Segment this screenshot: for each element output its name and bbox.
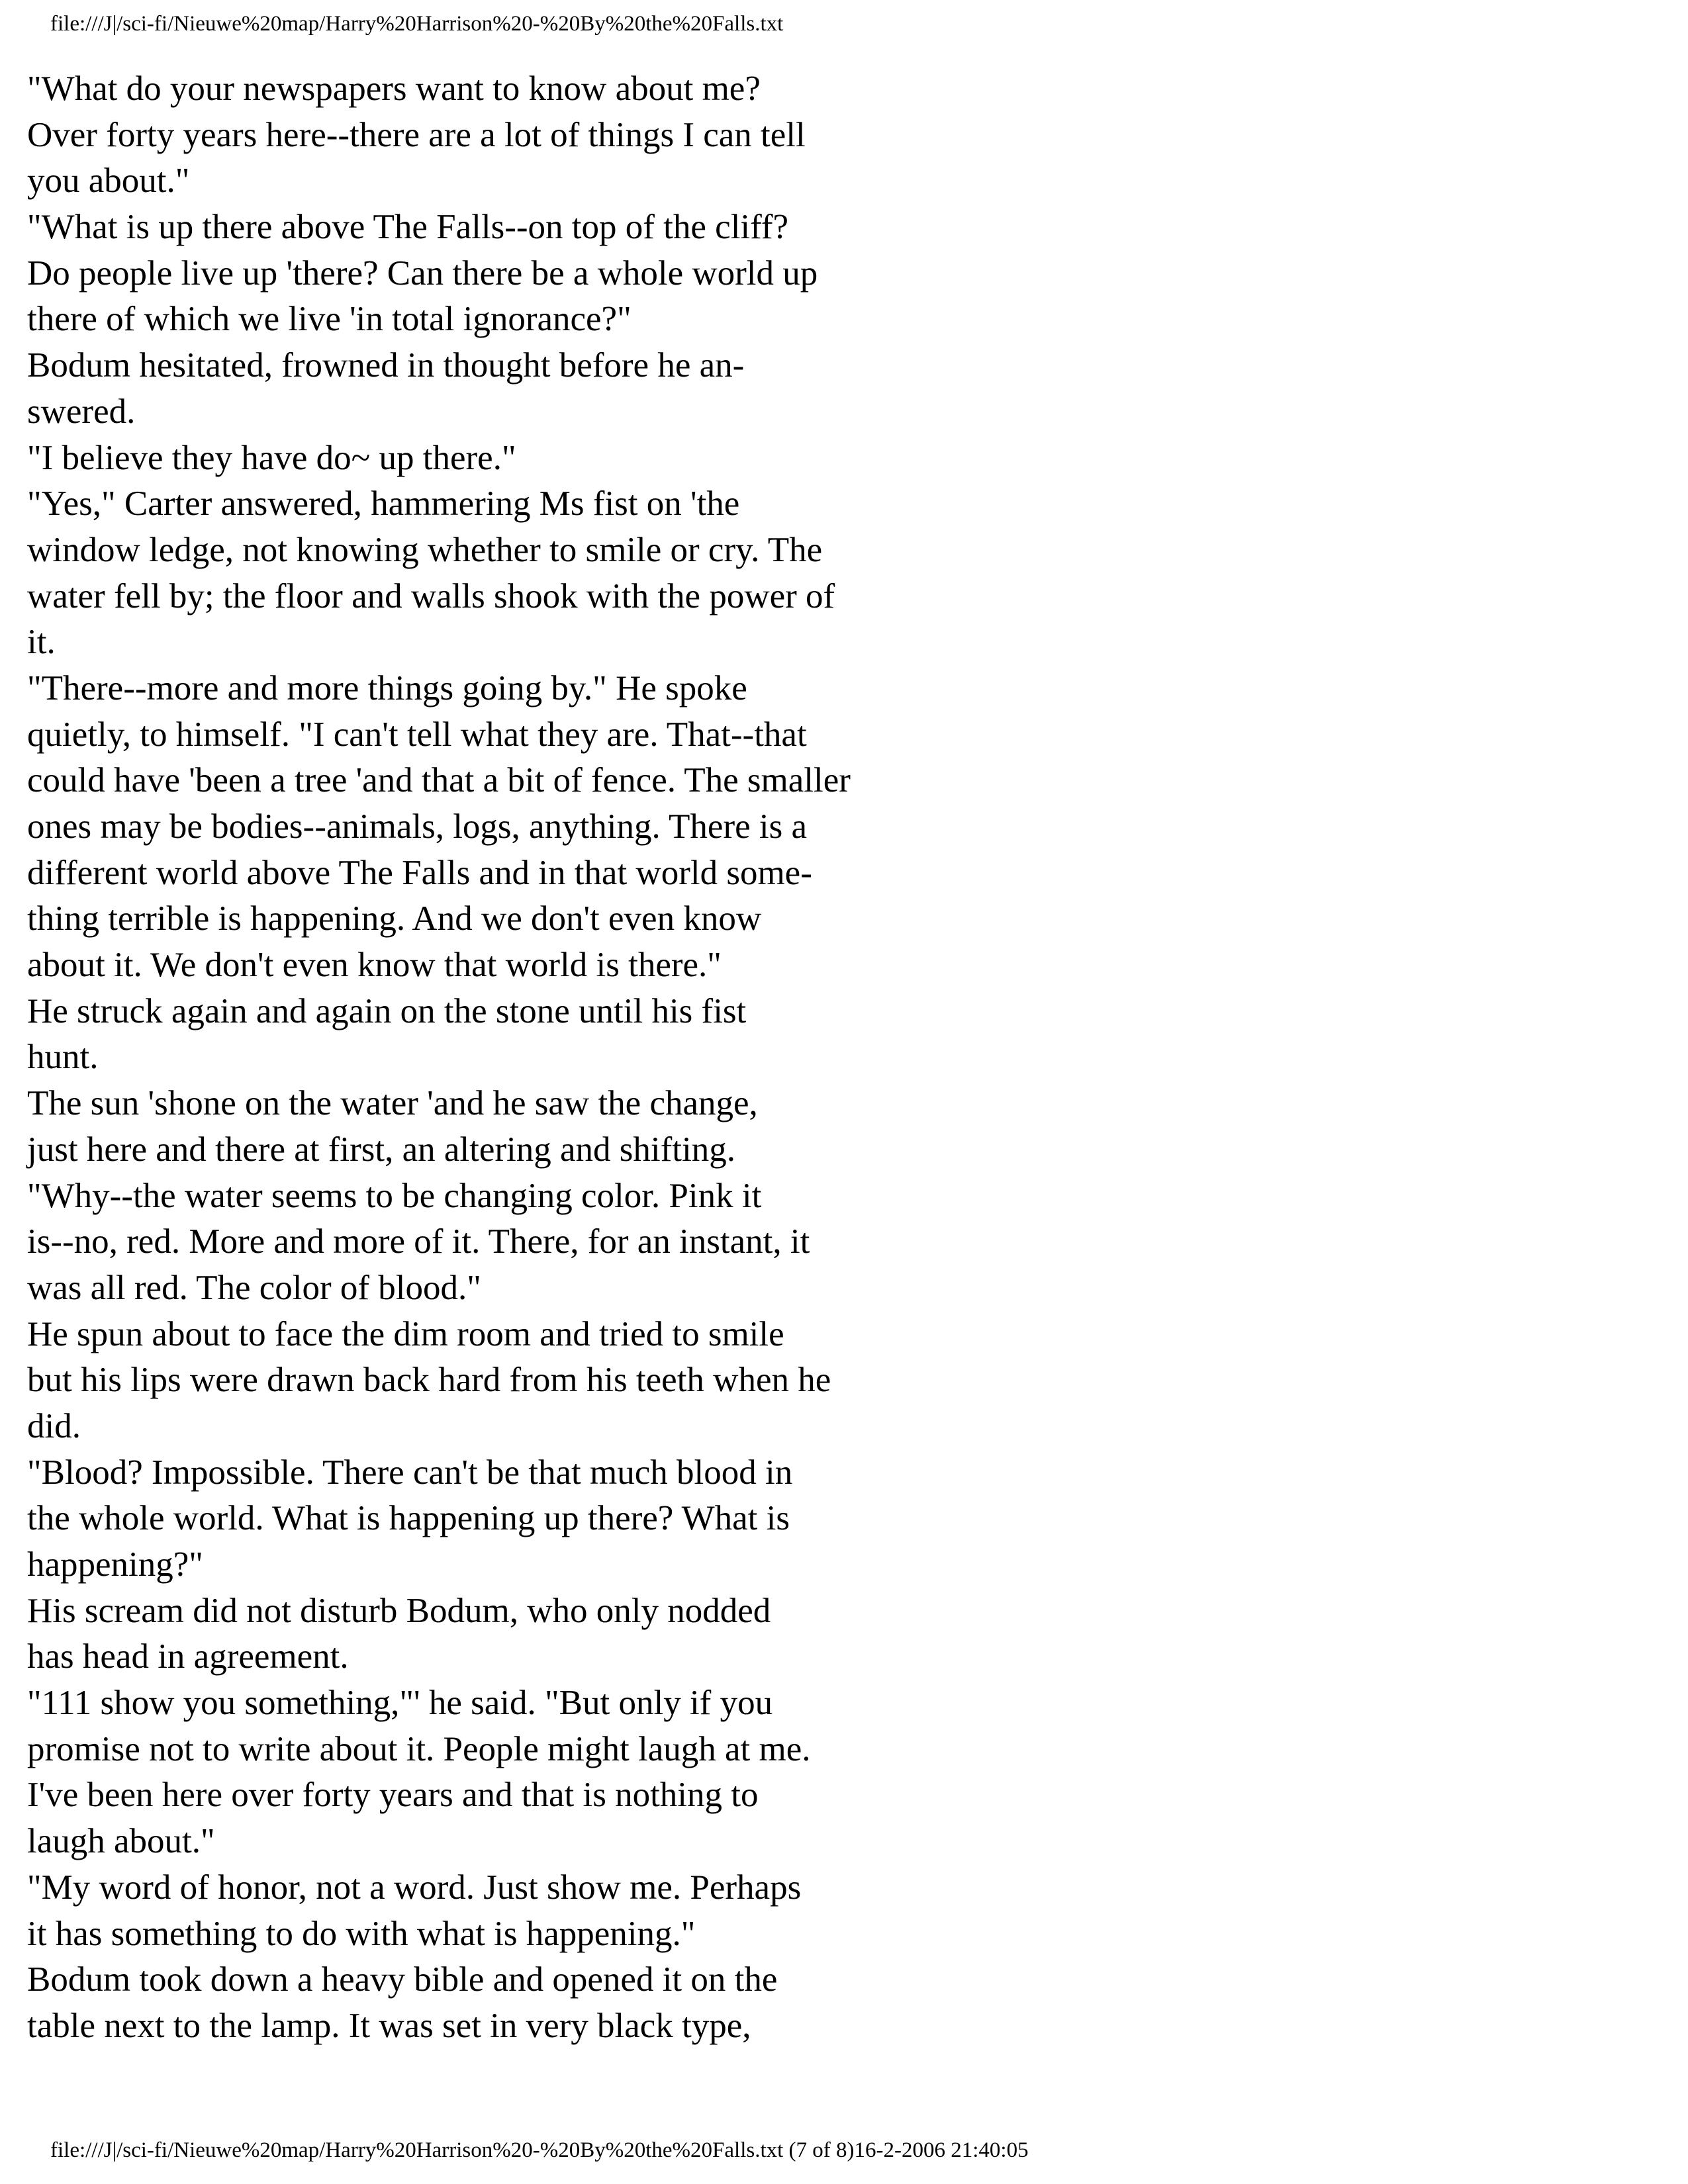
text-line: Bodum took down a heavy bible and opened it on the <box>27 1960 778 1999</box>
text-line: the whole world. What is happening up there? What is <box>27 1499 790 1538</box>
text-line: could have 'been a tree 'and that a bit of fence. The smaller <box>27 761 851 800</box>
text-line: Bodum hesitated, frowned in thought before he an- <box>27 346 745 385</box>
text-line: was all red. The color of blood." <box>27 1268 481 1307</box>
text-line: did. <box>27 1406 81 1445</box>
header-file-path: file:///J|/sci-fi/Nieuwe%20map/Harry%20Harrison%20-%20By%20the%20Falls.txt <box>50 12 784 36</box>
text-line: but his lips were drawn back hard from his teeth when he <box>27 1361 831 1400</box>
text-line: The sun 'shone on the water 'and he saw the change, <box>27 1084 758 1123</box>
text-line: just here and there at first, an altering and shifting. <box>27 1130 735 1169</box>
text-line: there of which we live 'in total ignorance?" <box>27 300 632 339</box>
text-line: has head in agreement. <box>27 1637 349 1676</box>
text-line: laugh about." <box>27 1822 215 1861</box>
text-line: Do people live up 'there? Can there be a whole world up <box>27 253 818 293</box>
text-line: Over forty years here--there are a lot of things I can tell <box>27 115 806 154</box>
document-body <box>27 66 1616 2050</box>
text-line: about it. We don't even know that world is there." <box>27 946 722 985</box>
text-line: "Blood? Impossible. There can't be that much blood in <box>27 1453 793 1492</box>
text-line: happening?" <box>27 1545 203 1584</box>
footer <box>50 2136 1029 2165</box>
text-line: "I believe they have do~ up there." <box>27 438 516 477</box>
text-line: "What do your newspapers want to know about me? <box>27 69 761 108</box>
text-line: "Yes," Carter answered, hammering Ms fist on 'the <box>27 484 740 523</box>
text-line: is--no, red. More and more of it. There, for an instant, it <box>27 1222 810 1261</box>
text-line: promise not to write about it. People might laugh at me. <box>27 1729 811 1768</box>
text-line: water fell by; the floor and walls shook with the power of <box>27 576 835 615</box>
text-line: hunt. <box>27 1038 99 1077</box>
text-line: "What is up there above The Falls--on top of the cliff? <box>27 208 789 247</box>
text-line: different world above The Falls and in that world some- <box>27 853 812 892</box>
footer-timestamp: 16-2-2006 21:40:05 <box>854 2138 1029 2162</box>
text-line: "Why--the water seems to be changing color. Pink it <box>27 1176 762 1215</box>
text-line: quietly, to himself. "I can't tell what they are. That--that <box>27 715 807 754</box>
text-line: "111 show you something,"' he said. "But only if you <box>27 1684 773 1723</box>
text-line: swered. <box>27 392 136 431</box>
text-line: His scream did not disturb Bodum, who only nodded <box>27 1591 771 1630</box>
text-line: it. <box>27 623 56 662</box>
text-line: window ledge, not knowing whether to smile or cry. The <box>27 530 823 569</box>
text-line: He struck again and again on the stone until his fist <box>27 991 747 1030</box>
footer-page-info: (7 of 8) <box>788 2138 855 2162</box>
text-line: He spun about to face the dim room and tried to smile <box>27 1314 784 1353</box>
footer-file-path: file:///J|/sci-fi/Nieuwe%20map/Harry%20Harrison%20-%20By%20the%20Falls.txt <box>50 2138 784 2162</box>
text-line: "My word of honor, not a word. Just show me. Perhaps <box>27 1868 802 1907</box>
text-line: ones may be bodies--animals, logs, anything. There is a <box>27 807 808 846</box>
text-line: it has something to do with what is happening." <box>27 1914 696 1953</box>
text-line: "There--more and more things going by." He spoke <box>27 668 747 707</box>
text-line: you about." <box>27 161 190 201</box>
text-line: table next to the lamp. It was set in very black type, <box>27 2006 751 2045</box>
text-line: thing terrible is happening. And we don't even know <box>27 899 762 938</box>
text-line: I've been here over forty years and that is nothing to <box>27 1776 759 1815</box>
